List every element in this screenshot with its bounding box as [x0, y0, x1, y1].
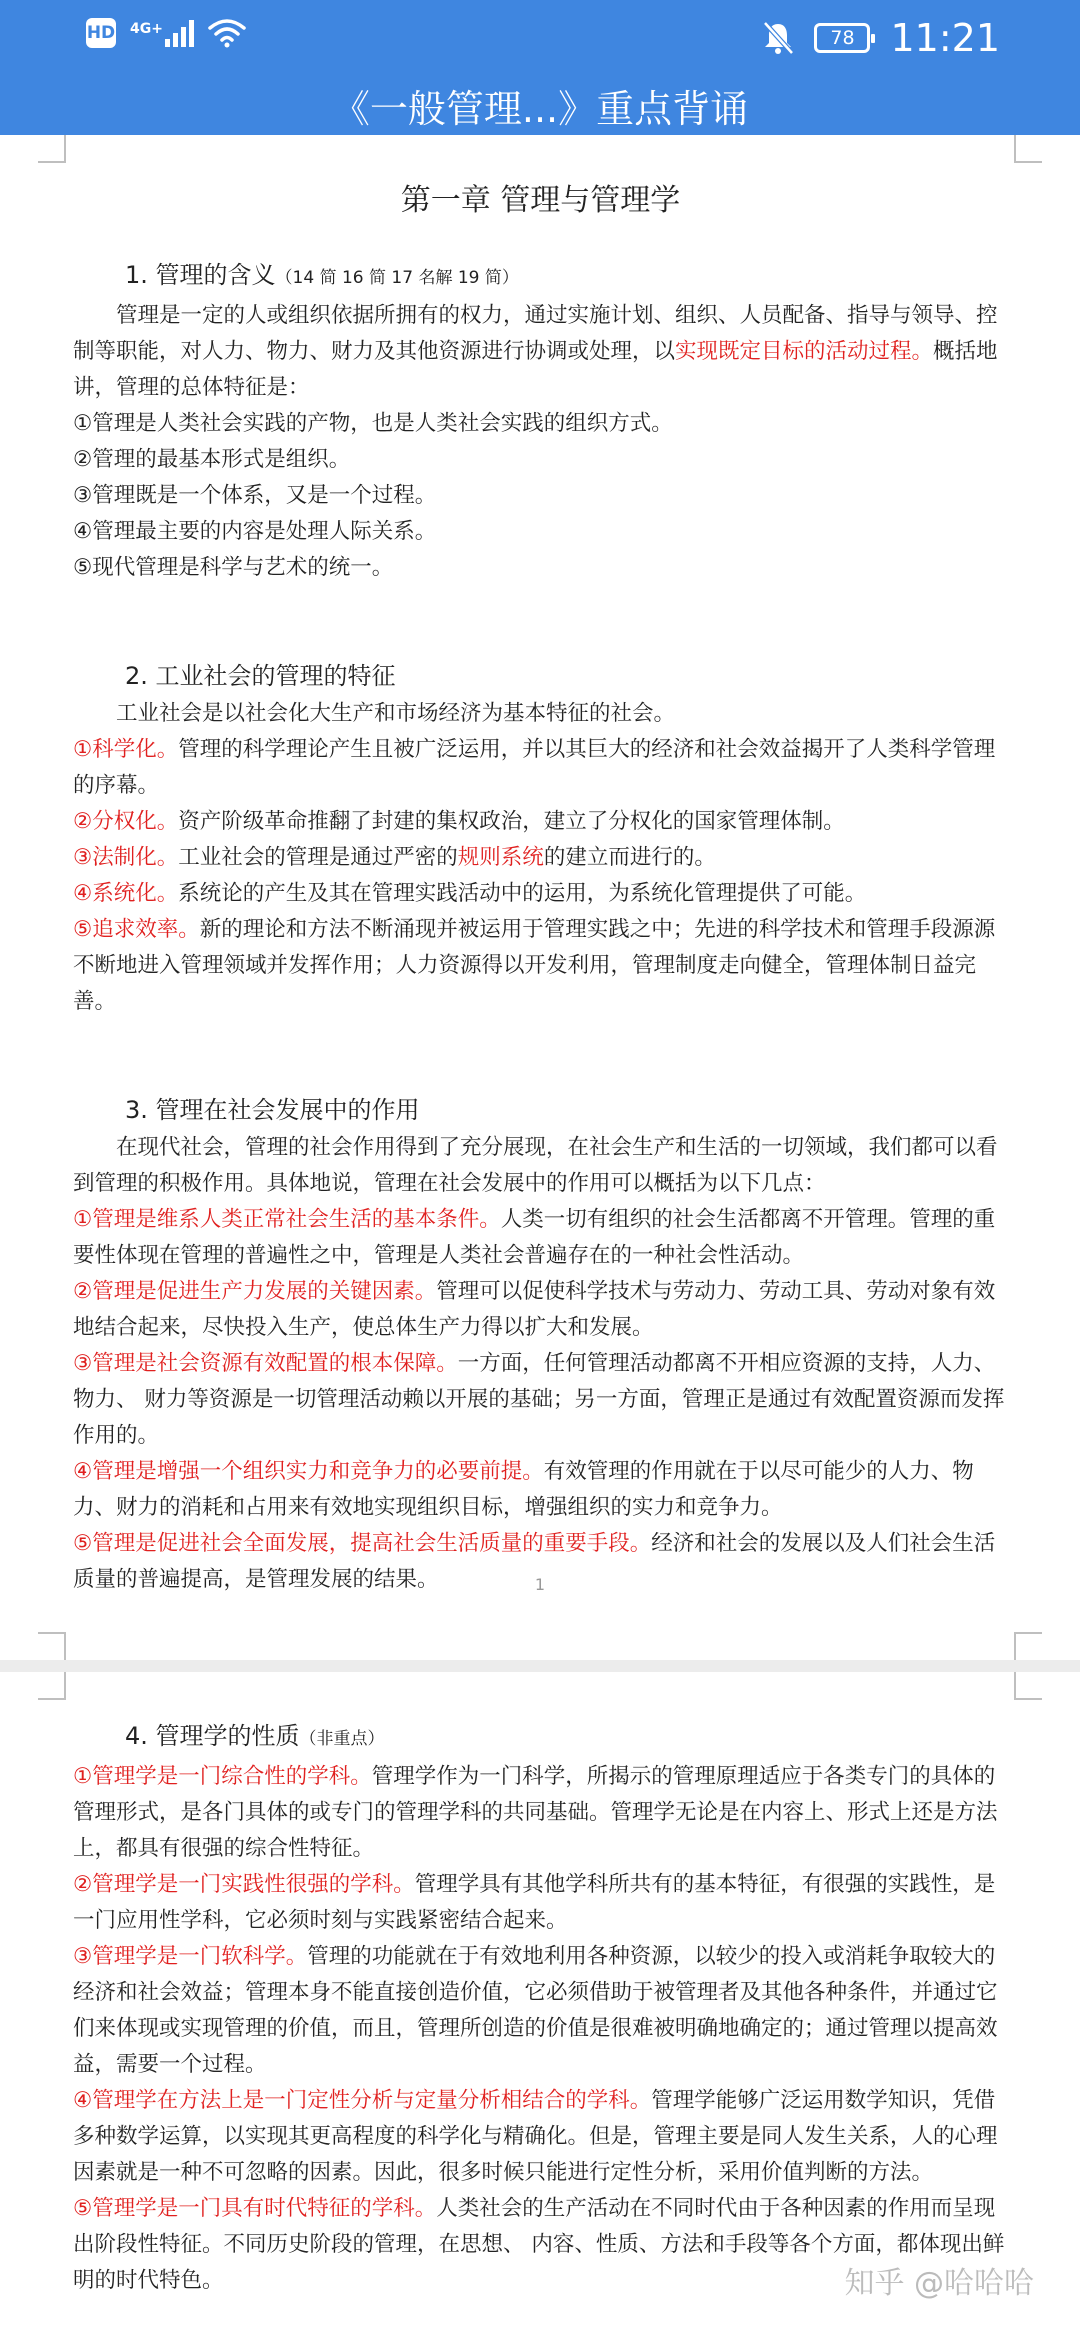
list-item: ⑤管理是促进社会全面发展，提高社会生活质量的重要手段。经济和社会的发展以及人们社会生活质量的普遍提高，是管理发展的结果。 [73, 1531, 996, 1592]
list-item: ④管理学在方法上是一门定性分析与定量分析相结合的学科。管理学能够广泛运用数学知识，凭借多种数学运算，以实现其更高程度的科学化与精确化。但是，管理主要是同人发生关系，人的心理因素就是一种不可忽略的因素。因此，很多时候只能进行定性分析，采用价值判断的方法。 [73, 2088, 998, 2185]
list-item: ②分权化。资产阶级革命推翻了封建的集权政治，建立了分权化的国家管理体制。 [73, 809, 845, 834]
page-corner-mark [1014, 1632, 1042, 1660]
paragraph: 工业社会是以社会化大生产和市场经济为基本特征的社会。 [116, 701, 676, 726]
list-item: ②管理学是一门实践性很强的学科。管理学具有其他学科所共有的基本特征，有很强的实践性，是一门应用性学科，它必须时刻与实践紧密结合起来。 [73, 1872, 996, 1933]
list-item: ②管理的最基本形式是组织。 [73, 447, 351, 472]
section-heading: 4. 管理学的性质（非重点） [125, 1722, 385, 1750]
status-time: 11:21 [890, 16, 1000, 60]
list-item: ①科学化。管理的科学理论产生且被广泛运用，并以其巨大的经济和社会效益揭开了人类科学管理的序幕。 [73, 737, 996, 798]
list-item: ①管理是人类社会实践的产物，也是人类社会实践的组织方式。 [73, 411, 673, 436]
app-header [0, 0, 1080, 135]
list-item: ⑤现代管理是科学与艺术的统一。 [73, 555, 394, 580]
list-item: ①管理学是一门综合性的学科。管理学作为一门科学，所揭示的管理原理适应于各类专门的具体的管理形式，是各门具体的或专门的管理学科的共同基础。管理学无论是在内容上、形式上还是方法上，都具有很强的综合性特征。 [73, 1764, 998, 1861]
list-item: ⑤追求效率。新的理论和方法不断涌现并被运用于管理实践之中；先进的科学技术和管理手段源源不断地进入管理领域并发挥作用；人力资源得以开发利用，管理制度走向健全，管理体制日益完善。 [73, 917, 996, 1014]
paragraph: 管理是一定的人或组织依据所拥有的权力，通过实施计划、组织、人员配备、指导与领导、控制等职能，对人力、物力、财力及其他资源进行协调或处理，以实现既定目标的活动过程。概括地讲，管理的总体特征是： [73, 303, 998, 400]
chapter-title: 第一章 管理与管理学 [400, 183, 681, 218]
status-bar [0, 0, 1080, 78]
list-item: ②管理是促进生产力发展的关键因素。管理可以促使科学技术与劳动力、劳动工具、劳动对象有效地结合起来，尽快投入生产，使总体生产力得以扩大和发展。 [73, 1279, 996, 1340]
zhihu-watermark: 知乎 @哈哈哈 [844, 2266, 1034, 2301]
list-item: ③管理既是一个体系，又是一个过程。 [73, 483, 437, 508]
status-right [762, 16, 1000, 60]
list-item: ④管理最主要的内容是处理人际关系。 [73, 519, 437, 544]
document-page-1[interactable] [0, 135, 1080, 1660]
signal-icon [130, 19, 194, 47]
page-1-content [73, 181, 1008, 1598]
page-2-content [73, 1716, 1008, 2299]
list-item: ④系统化。系统论的产生及其在管理实践活动中的运用，为系统化管理提供了可能。 [73, 881, 867, 906]
mute-bell-icon [762, 21, 794, 55]
list-item: ①管理是维系人类正常社会生活的基本条件。人类一切有组织的社会生活都离不开管理。管理的重要性体现在管理的普遍性之中，管理是人类社会普遍存在的一种社会性活动。 [73, 1207, 996, 1268]
document-title: 《一般管理...》重点背诵 [331, 87, 749, 131]
page-corner-mark [38, 1672, 66, 1700]
hd-icon: HD [86, 18, 116, 48]
page-corner-mark [1014, 135, 1042, 163]
section-heading: 2. 工业社会的管理的特征 [125, 662, 396, 690]
list-item: ④管理是增强一个组织实力和竞争力的必要前提。有效管理的作用就在于以尽可能少的人力、物力、财力的消耗和占用来有效地实现组织目标，增强组织的实力和竞争力。 [73, 1459, 974, 1520]
section-heading: 1. 管理的含义（14 简 16 简 17 名解 19 简） [125, 261, 519, 289]
paragraph: 在现代社会，管理的社会作用得到了充分展现，在社会生产和生活的一切领域，我们都可以看到管理的积极作用。具体地说，管理在社会发展中的作用可以概括为以下几点： [73, 1135, 998, 1196]
list-item: ③法制化。工业社会的管理是通过严密的规则系统的建立而进行的。 [73, 845, 716, 870]
network-type: 4G+ [130, 21, 163, 37]
document-page-2[interactable] [0, 1672, 1080, 2340]
list-item: ③管理是社会资源有效配置的根本保障。一方面，任何管理活动都离不开相应资源的支持，人力、物力、 财力等资源是一切管理活动赖以开展的基础；另一方面，管理正是通过有效配置资源而发挥作用的。 [73, 1351, 1005, 1448]
wifi-icon [208, 18, 246, 48]
page-number: 1 [534, 1575, 546, 1594]
battery-icon: 78 [814, 23, 870, 53]
list-item: ⑤管理学是一门具有时代特征的学科。人类社会的生产活动在不同时代由于各种因素的作用而呈现出阶段性特征。不同历史阶段的管理，在思想、 内容、性质、方法和手段等各个方面，都体现出鲜明的时代特色。 [73, 2196, 1005, 2293]
list-item: ③管理学是一门软科学。管理的功能就在于有效地利用各种资源，以较少的投入或消耗争取较大的经济和社会效益；管理本身不能直接创造价值，它必须借助于被管理者及其他各种条件，并通过它们来体现或实现管理的价值，而且，管理所创造的价值是很难被明确地确定的；通过管理以提高效益，需要一个过程。 [73, 1944, 998, 2077]
page-corner-mark [38, 1632, 66, 1660]
section-heading: 3. 管理在社会发展中的作用 [125, 1096, 420, 1124]
status-left [86, 18, 246, 48]
page-corner-mark [38, 135, 66, 163]
page-corner-mark [1014, 1672, 1042, 1700]
